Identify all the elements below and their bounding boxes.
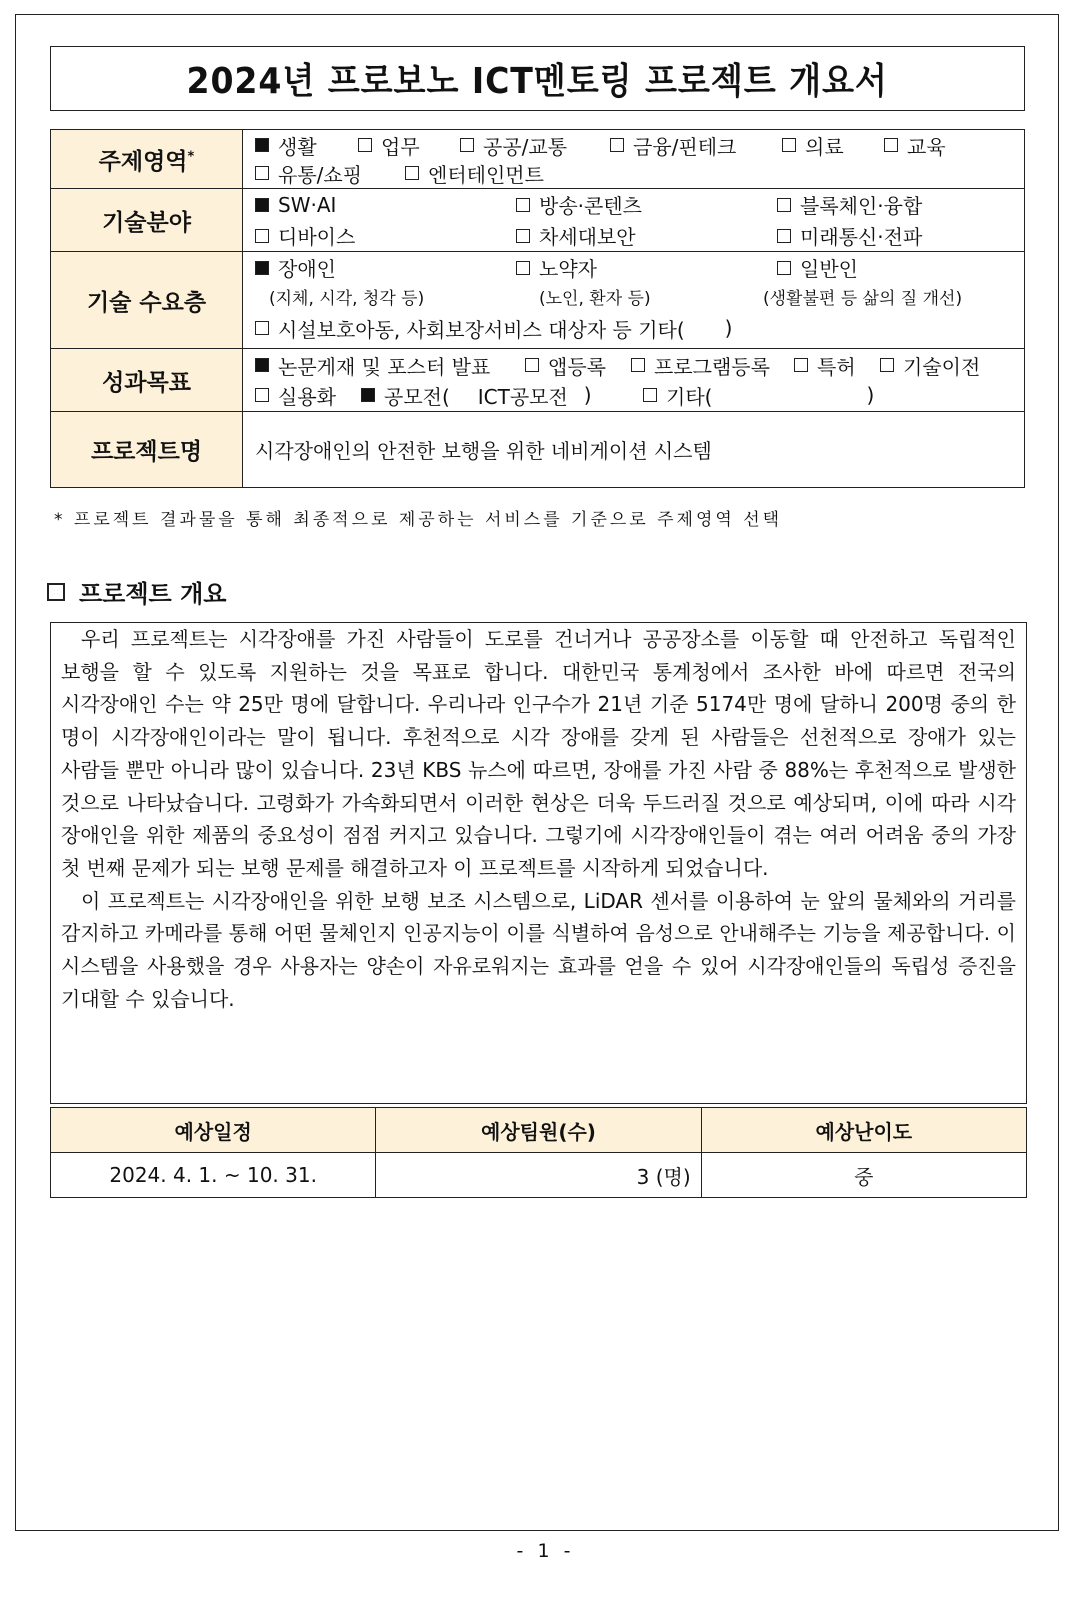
goal-options-cell (243, 349, 1025, 412)
tech-field-label: 기술분야 (102, 209, 191, 236)
document-title: 2024년 프로보노 ICT멘토링 프로젝트 개요서 (186, 61, 889, 102)
demand-sub-general: (생활불편 등 삶의 질 개선) (763, 288, 963, 309)
topic-option-public-transport[interactable]: 공공/교통 (460, 131, 610, 160)
overview-box (50, 622, 1027, 1104)
checkbox-empty-icon (460, 138, 474, 152)
goal-label: 성과목표 (102, 369, 191, 396)
tech-option-blockchain[interactable]: 블록체인·융합 (777, 190, 922, 219)
tech-option-security[interactable]: 차세대보안 (516, 221, 777, 250)
tech-option-broadcast[interactable]: 방송·콘텐츠 (516, 190, 777, 219)
tech-option-sw-ai[interactable]: SW·AI (255, 193, 516, 217)
section-checkbox-icon (47, 583, 65, 601)
tech-field-options-cell (243, 189, 1025, 252)
schedule-difficulty: 중 (701, 1153, 1026, 1198)
checkbox-checked-icon (255, 261, 269, 275)
tech-option-future-comm[interactable]: 미래통신·전파 (777, 221, 922, 250)
topic-options-cell (243, 130, 1025, 189)
tech-field-label-cell (51, 189, 243, 252)
goal-option-other[interactable]: 기타( ) (643, 381, 874, 410)
topic-option-finance[interactable]: 금융/핀테크 (610, 131, 782, 160)
topic-label-mark: * (187, 148, 195, 164)
checkbox-empty-icon (525, 358, 539, 372)
checkbox-empty-icon (884, 138, 898, 152)
checkbox-empty-icon (880, 358, 894, 372)
schedule-table (50, 1107, 1027, 1198)
overview-heading (47, 574, 226, 609)
goal-option-program[interactable]: 프로그램등록 (631, 351, 794, 380)
overview-paragraph-2: 이 프로젝트는 시각장애인을 위한 보행 보조 시스템으로, LiDAR 센서를 이용하여 눈 앞의 물체와의 거리를 감지하고 카메라를 통해 어떤 물체인지 인공지능이 이를 식별하여 음성으로 안내해주는 기능을 제공합니다. 이 시스템을 사용했을 경우 사용자는 양손이 자유로워지는 효과를 얻을 수 있어 시각장애인들의 독립성 증진을 기대할 수 있습니다. (61, 888, 1016, 1011)
goal-option-contest[interactable]: 공모전( ICT공모전 ) (361, 381, 643, 410)
project-name-value: 시각장애인의 안전한 보행을 위한 네비게이션 시스템 (255, 439, 712, 463)
topic-option-entertainment[interactable]: 엔터테인먼트 (405, 159, 544, 188)
schedule-members: 3 (명) (376, 1153, 701, 1198)
checkbox-empty-icon (516, 261, 530, 275)
checkbox-empty-icon (643, 388, 657, 402)
checkbox-empty-icon (782, 138, 796, 152)
overview-heading-text: 프로젝트 개요 (79, 580, 227, 608)
topic-option-medical[interactable]: 의료 (782, 131, 884, 160)
topic-option-retail[interactable]: 유통/쇼핑 (255, 159, 405, 188)
goal-option-practical[interactable]: 실용화 (255, 381, 361, 410)
document-title-box (50, 46, 1025, 111)
goal-option-patent[interactable]: 특허 (794, 351, 880, 380)
checkbox-empty-icon (610, 138, 624, 152)
checkbox-checked-icon (255, 358, 269, 372)
checkbox-checked-icon (255, 198, 269, 212)
demand-option-general[interactable]: 일반인 (777, 253, 858, 282)
goal-option-tech-transfer[interactable]: 기술이전 (880, 351, 980, 380)
demand-option-other[interactable]: 시설보호아동, 사회보장서비스 대상자 등 기타( ) (255, 314, 732, 343)
demand-option-disabled[interactable]: 장애인 (255, 253, 516, 282)
topic-label-cell (51, 130, 243, 189)
checkbox-empty-icon (777, 261, 791, 275)
checkbox-checked-icon (361, 388, 375, 402)
demand-options-cell (243, 252, 1025, 349)
demand-label-cell (51, 252, 243, 349)
goal-option-paper[interactable]: 논문게재 및 포스터 발표 (255, 351, 525, 380)
checkbox-empty-icon (794, 358, 808, 372)
demand-label: 기술 수요층 (86, 289, 207, 316)
schedule-header-difficulty: 예상난이도 (701, 1108, 1026, 1153)
checkbox-empty-icon (255, 388, 269, 402)
tech-option-device[interactable]: 디바이스 (255, 221, 516, 250)
checkbox-empty-icon (255, 166, 269, 180)
checkbox-empty-icon (777, 229, 791, 243)
topic-option-life[interactable]: 생활 (255, 131, 358, 160)
demand-option-elderly[interactable]: 노약자 (516, 253, 777, 282)
project-info-table (50, 129, 1025, 488)
checkbox-empty-icon (516, 198, 530, 212)
topic-label: 주제영역 (98, 148, 188, 175)
project-name-cell (243, 412, 1025, 488)
topic-option-work[interactable]: 업무 (358, 131, 460, 160)
checkbox-empty-icon (255, 321, 269, 335)
topic-option-education[interactable]: 교육 (884, 131, 946, 160)
goal-option-app[interactable]: 앱등록 (525, 351, 631, 380)
checkbox-empty-icon (516, 229, 530, 243)
demand-sub-elderly: (노인, 환자 등) (539, 288, 651, 309)
schedule-period: 2024. 4. 1. ~ 10. 31. (51, 1153, 376, 1198)
checkbox-empty-icon (405, 166, 419, 180)
checkbox-empty-icon (358, 138, 372, 152)
page-number: - 1 - (516, 1540, 575, 1562)
checkbox-empty-icon (255, 229, 269, 243)
goal-contest-value: ICT공모전 (477, 384, 568, 409)
topic-note: * 프로젝트 결과물을 통해 최종적으로 제공하는 서비스를 기준으로 주제영역 선택 (54, 510, 783, 530)
goal-label-cell (51, 349, 243, 412)
schedule-header-members: 예상팀원(수) (376, 1108, 701, 1153)
checkbox-checked-icon (255, 138, 269, 152)
overview-paragraph-1: 우리 프로젝트는 시각장애를 가진 사람들이 도로를 건너거나 공공장소를 이동할 때 안전하고 독립적인 보행을 할 수 있도록 지원하는 것을 목표로 합니다. 대한민국 통계청에서 조사한 바에 따르면 전국의 시각장애인 수는 약 25만 명에 달합니다. 우리나라 인구수가 21년 기준 5174만 명에 달하니 200명 중의 한 명이 시각장애인이라는 말이 됩니다. 후천적으로 시각 장애를 갖게 된 사람들은 선천적으로 장애가 있는 사람들 뿐만 아니라 많이 있습니다. 23년 KBS 뉴스에 따르면, 장애를 가진 사람 중 88%는 후천적으로 발생한 것으로 나타났습니다. 고령화가 가속화되면서 이러한 현상은 더욱 두드러질 것으로 예상되며, 이에 따라 시각 장애인을 위한 제품의 중요성이 점점 커지고 있습니다. 그렇기에 시각장애인들이 겪는 여러 어려움 중의 가장 첫 번째 문제가 되는 보행 문제를 해결하고자 이 프로젝트를 시작하게 되었습니다. (61, 627, 1016, 880)
project-name-label-cell (51, 412, 243, 488)
checkbox-empty-icon (777, 198, 791, 212)
schedule-header-period: 예상일정 (51, 1108, 376, 1153)
demand-sub-disabled: (지체, 시각, 청각 등) (269, 288, 425, 309)
checkbox-empty-icon (631, 358, 645, 372)
project-name-label: 프로젝트명 (90, 439, 203, 465)
